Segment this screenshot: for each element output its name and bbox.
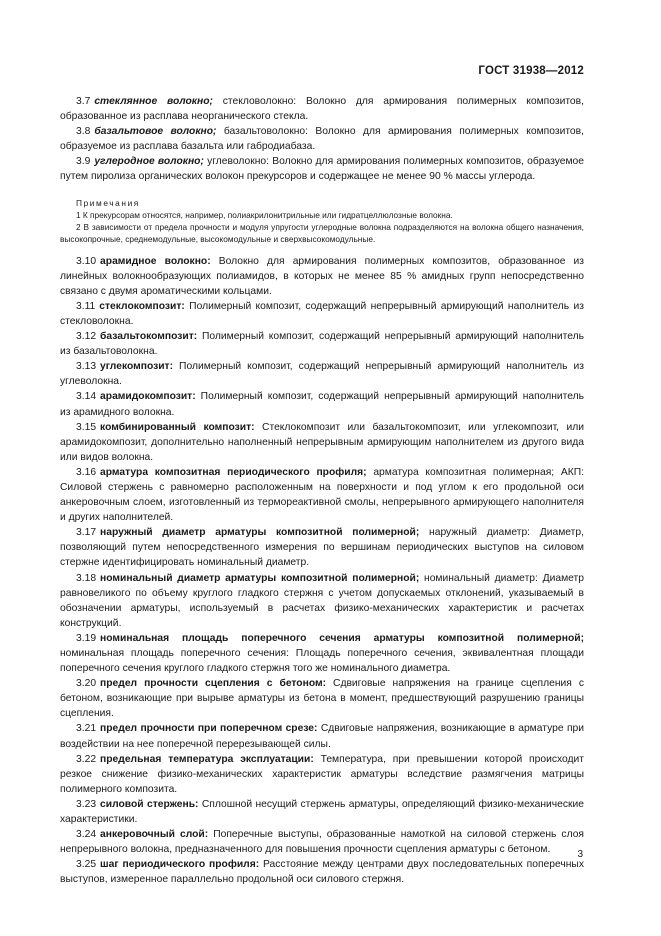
notes-title: Примечания (76, 197, 140, 208)
definition-term: предельная температура эксплуатации: (100, 753, 314, 765)
definition-term: углекомпозит: (100, 361, 174, 373)
definition-text: стекловолокно: Волокно для армирования полимерных композитов, образованное из расплава неорганического стекла. (60, 96, 584, 123)
definition-number: 3.14 (76, 391, 97, 403)
definition-paragraph (60, 797, 584, 827)
definition-text: Полимерный композит, содержащий непрерывный армирующий наполнитель из стекловолокна. (60, 300, 584, 327)
definition-paragraph (60, 465, 584, 525)
definition-paragraph (60, 631, 584, 676)
definition-text: Сплошной несущий стержень арматуры, определяющий физико-механические характеристики. (60, 798, 584, 826)
definition-term: наружный диаметр арматуры композитной полимерной; (100, 527, 420, 539)
definition-term: предел прочности при поперечном срезе: (100, 723, 318, 735)
definition-paragraph (60, 525, 584, 570)
definition-text: Температура, при превышении которой происходит резкое снижение физико-механических характеристик арматуры вследствие размягчения матрицы полимерного композита. (60, 753, 584, 795)
definition-number: 3.9 (76, 156, 91, 168)
definition-paragraph (60, 571, 584, 631)
document-header-id: ГОСТ 31938—2012 (478, 65, 584, 77)
definition-number: 3.16 (76, 466, 97, 478)
definition-paragraph (60, 94, 584, 124)
definition-number: 3.24 (76, 829, 97, 841)
definition-text: Сдвиговые напряжения на границе сцепления с бетоном, возникающие при вырыве арматуры из бетона в момент, предшествующий разрушению границы сцепления. (60, 678, 584, 720)
definition-text: Полимерный композит, содержащий непрерывный армирующий наполнитель из арамидного волокна. (60, 391, 584, 418)
definition-text: арматура композитная полимерная; АКП: Силовой стержень с равномерно расположенным на поверхности и под углом к его продольной оси анкеровочным слоем, изготовленный из термореактивной смолы, непрерывного армирующего наполнителя и других наполнителей. (60, 466, 584, 524)
definition-text: Полимерный композит, содержащий непрерывный армирующий наполнитель из базальтоволокна. (60, 331, 584, 358)
definition-text: Полимерный композит, содержащий непрерывный армирующий наполнитель из углеволокна. (60, 361, 584, 388)
definition-term: арамидное волокно: (100, 255, 211, 267)
definition-term: базальтокомпозит: (100, 331, 198, 343)
definition-text: наружный диаметр: Диаметр, позволяющий путем непосредственного измерения по вершинам периодических выступов на силовом стержне идентифицировать номинальный диаметр. (60, 527, 584, 569)
definition-paragraph (60, 721, 584, 751)
definition-number: 3.19 (76, 632, 97, 644)
definition-number: 3.18 (76, 572, 97, 584)
definition-paragraph (60, 154, 584, 184)
definition-number: 3.23 (76, 798, 97, 810)
definition-paragraph (60, 254, 584, 299)
definition-number: 3.25 (76, 859, 97, 871)
definition-term: предел прочности сцепления с бетоном: (100, 678, 327, 690)
definition-text: Расстояние между центрами двух последовательных поперечных выступов, измеренное параллельно продольной оси силового стержня. (60, 859, 584, 886)
definition-paragraph (60, 827, 584, 857)
definition-paragraph (60, 359, 584, 389)
definition-term: анкеровочный слой: (100, 829, 209, 841)
definition-number: 3.12 (76, 331, 97, 343)
definition-term: шаг периодического профиля: (100, 859, 260, 871)
definition-text: Сдвиговые напряжения, возникающие в арматуре при воздействии на нее поперечной перерезывающей силы. (60, 723, 584, 750)
definition-number: 3.7 (76, 96, 91, 107)
definition-paragraph (60, 752, 584, 797)
definition-paragraph (60, 299, 584, 329)
definition-paragraph (60, 857, 584, 887)
definition-number: 3.10 (76, 255, 97, 267)
definition-term: стеклокомпозит: (99, 300, 185, 312)
definition-paragraph (60, 329, 584, 359)
definition-number: 3.21 (76, 723, 97, 735)
note-item: 1 К прекурсорам относятся, например, полиакрилонитрильные или гидратцеллюлозные волокна. (76, 209, 453, 220)
definition-term: углеродное волокно; (94, 156, 204, 168)
definition-number: 3.17 (76, 527, 97, 539)
definition-term: стеклянное волокно; (94, 96, 213, 107)
notes-block (60, 197, 584, 245)
definitions-block-top (60, 94, 584, 185)
definition-text: Стеклокомпозит или базальтокомпозит, или углекомпозит, или арамидокомпозит, дополнительно наполненный непрерывным армирующим наполнителем из другого вида или видов волокна. (60, 421, 584, 463)
definition-paragraph (60, 389, 584, 419)
definition-term: комбинированный композит: (100, 421, 255, 433)
definition-paragraph (60, 676, 584, 721)
definition-number: 3.20 (76, 678, 97, 690)
definition-term: номинальный диаметр арматуры композитной полимерной; (100, 572, 420, 584)
definition-term: арамидокомпозит: (100, 391, 196, 403)
definition-text: номинальная площадь поперечного сечения: Площадь поперечного сечения, эквивалентная площади поперечного сечения круглого гладкого стержня того же номинального диаметра. (60, 648, 584, 675)
definition-number: 3.22 (76, 753, 97, 765)
definition-term: силовой стержень: (100, 798, 199, 810)
page-number: 3 (577, 849, 583, 860)
note-item: 2 В зависимости от предела прочности и модуля упругости углеродные волокна подразделяются на волокна общего назначения, высокопрочные, среднемодульные, высокомодульные и сверхвысокомодульные. (60, 221, 584, 244)
definition-text: Поперечные выступы, образованные намоткой на силовой стержень слоя непрерывного волокна, предназначенного для повышения прочности сцепления арматуры с бетоном. (60, 829, 584, 856)
definition-number: 3.8 (76, 126, 91, 138)
definition-text: номинальный диаметр: Диаметр равновеликого по объему круглого гладкого стержня с учетом допускаемых отклонений, указываемый в обозначении арматуры, используемый в расчетах физико-механических характеристик и расчетах конструкций. (60, 572, 584, 629)
definition-number: 3.11 (76, 300, 96, 312)
document-body (60, 94, 584, 888)
definition-term: базальтовое волокно; (94, 126, 217, 138)
definition-paragraph (60, 420, 584, 465)
definition-text: базальтоволокно: Волокно для армирования полимерных композитов, образуемое из расплава базальта или габродиабаза. (60, 126, 584, 153)
definition-term: арматура композитная периодического профиля; (100, 466, 367, 478)
definition-term: номинальная площадь поперечного сечения арматуры композитной полимерной; (100, 632, 584, 644)
definition-paragraph (60, 124, 584, 154)
definition-number: 3.15 (76, 421, 97, 433)
definitions-block-main (60, 254, 584, 888)
definition-text: Волокно для армирования полимерных композитов, образованное из линейных волокнообразующих полиамидов, в которых не менее 85 % амидных групп непосредственно связано с двумя ароматическими кольцами. (60, 255, 584, 297)
definition-number: 3.13 (76, 361, 97, 373)
definition-text: углеволокно: Волокно для армирования полимерных композитов, образуемое путем пиролиза органических волокон прекурсоров и содержащее не менее 90 % массы углерода. (60, 156, 584, 183)
